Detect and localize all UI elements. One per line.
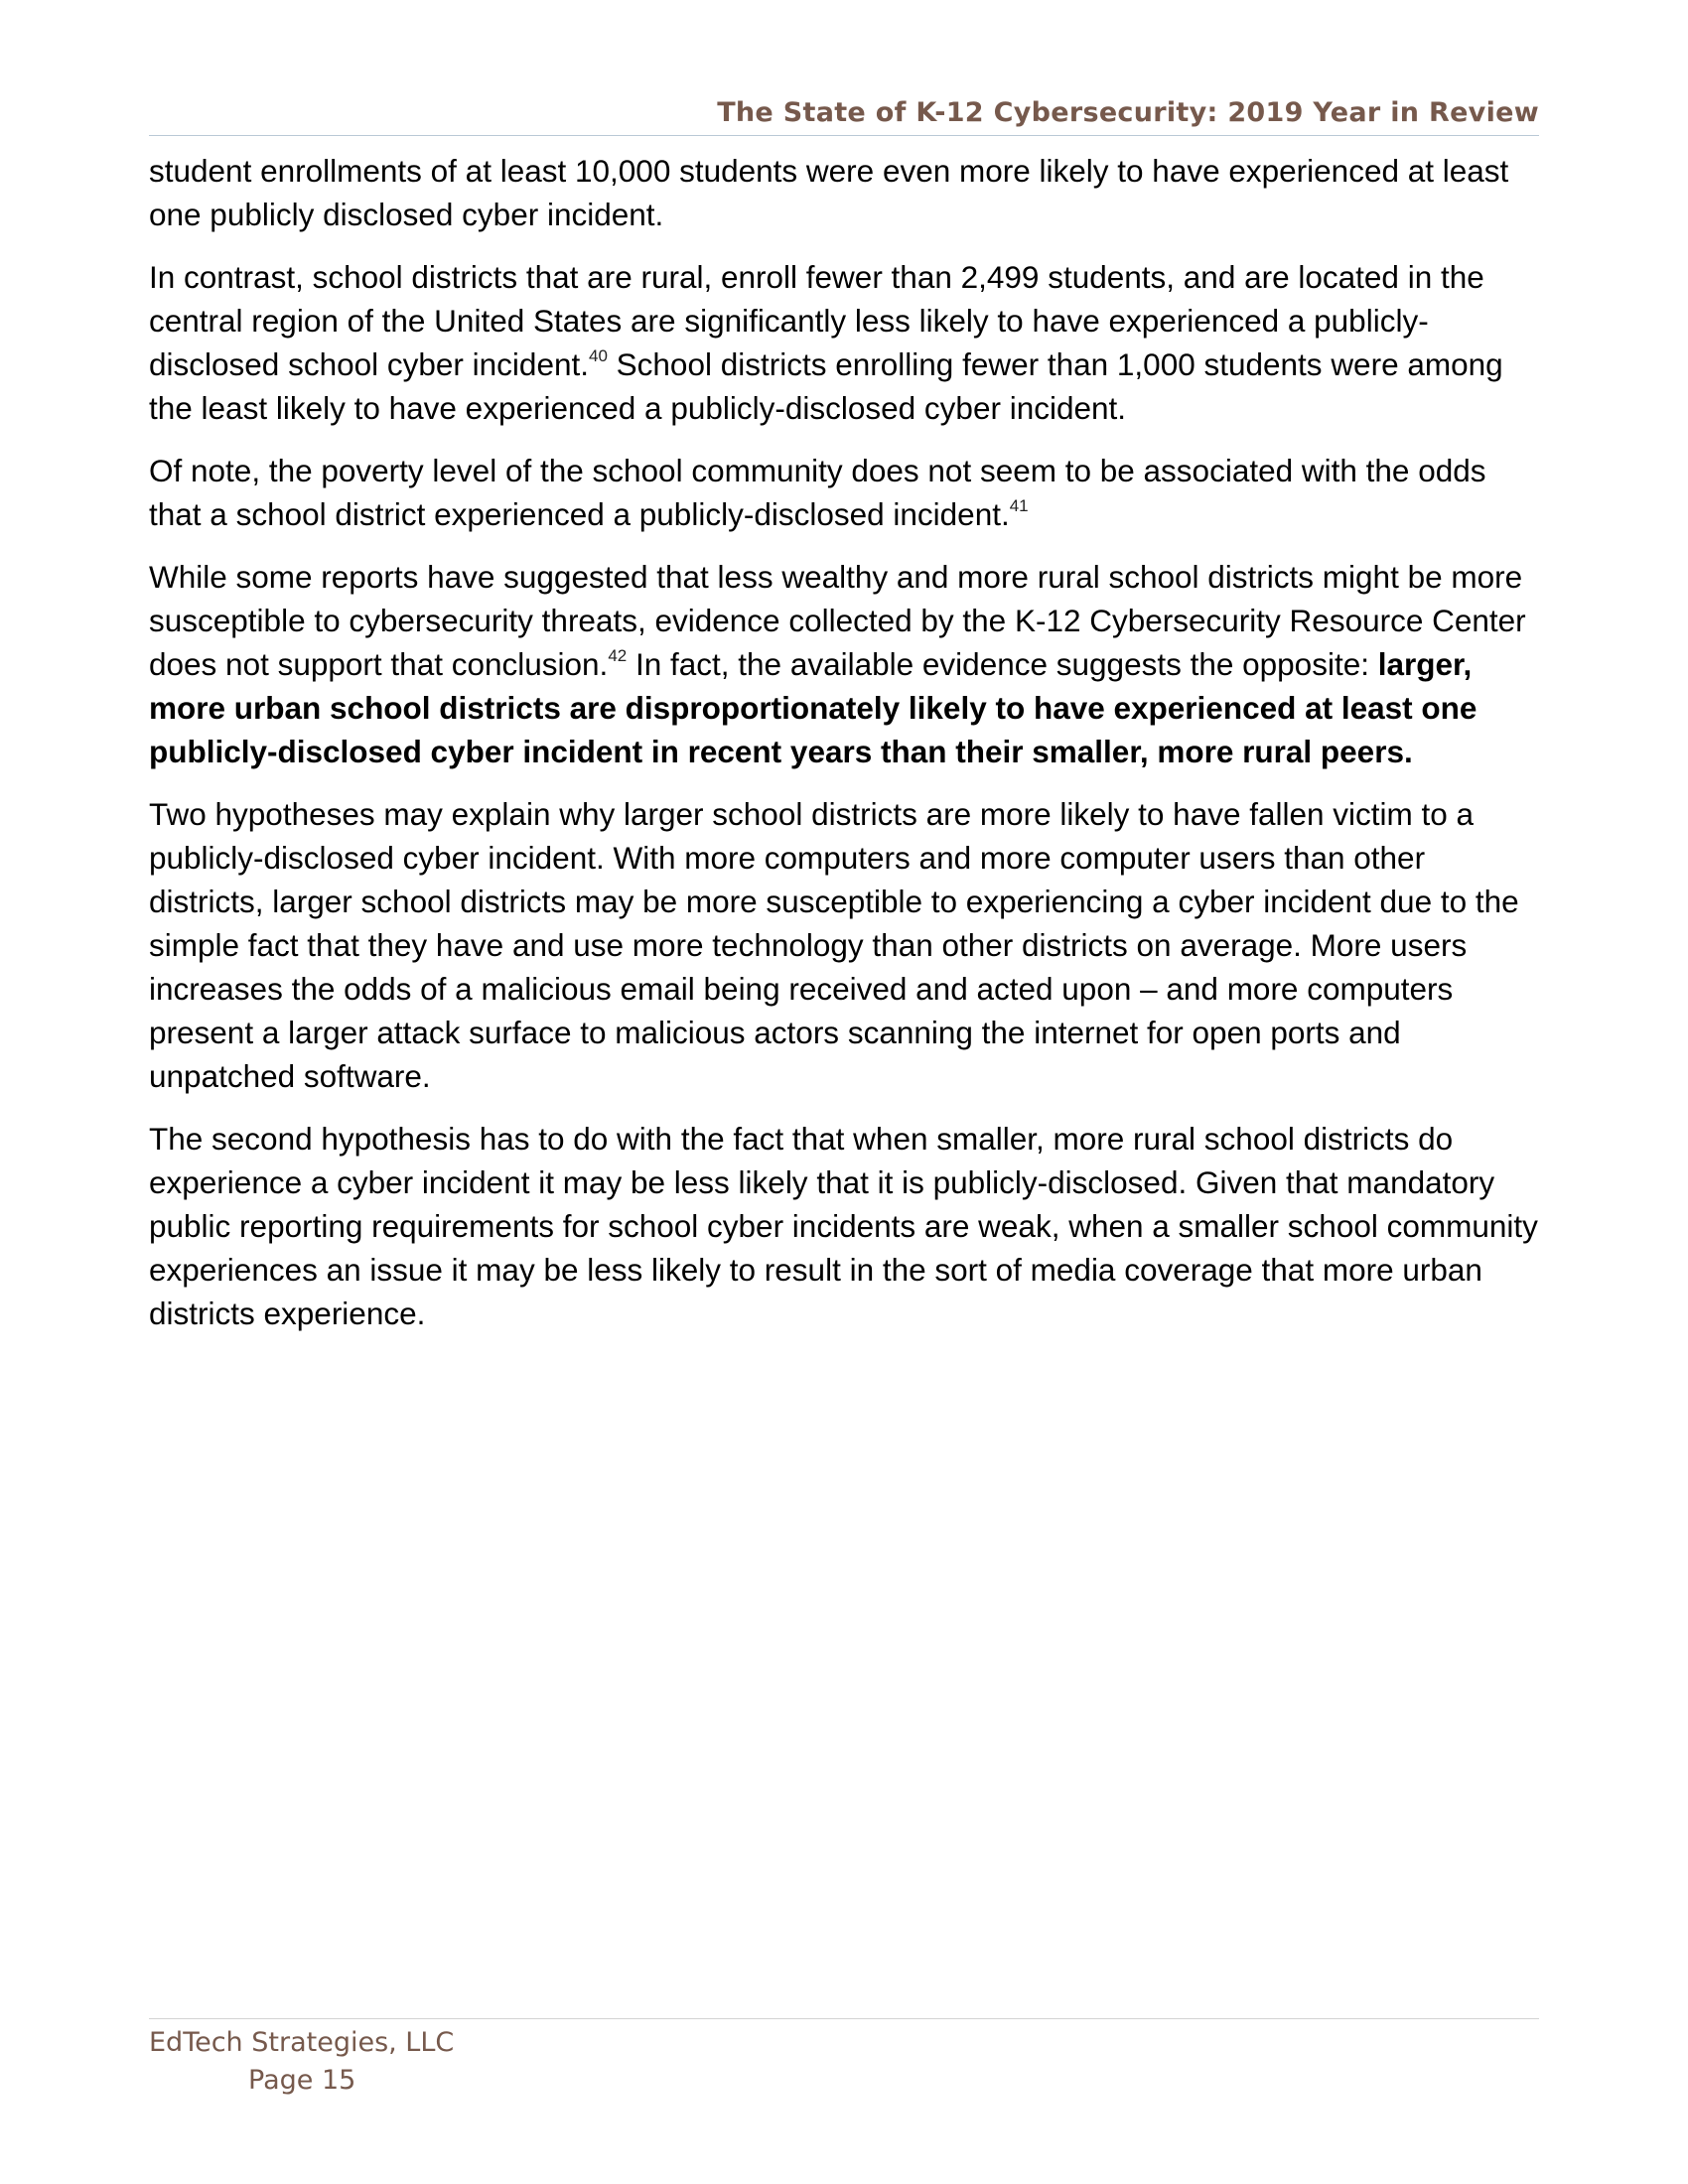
paragraph-5-text: Two hypotheses may explain why larger school districts are more likely to have fallen victim to a publicly-disclosed cyber incident. With more computers and more computer users than other districts, larger school districts may be more susceptible to experiencing a cyber incident due to the simple fact that they have and use more technology than other districts on average. More users increases the odds of a malicious email being received and acted upon – and more computers present a larger attack surface to malicious actors scanning the internet for open ports and unpatched software. bbox=[149, 796, 1519, 1094]
footer-company-name: EdTech Strategies, LLC bbox=[149, 2027, 455, 2058]
paragraph-4-text-b: In fact, the available evidence suggests the opposite: bbox=[627, 646, 1378, 682]
paragraph-2 bbox=[149, 255, 1539, 430]
paragraph-6-text: The second hypothesis has to do with the fact that when smaller, more rural school districts do experience a cyber incident it may be less likely that it is publicly-disclosed. Given that mandatory public reporting requirements for school cyber incidents are weak, when a smaller school community experiences an issue it may be less likely to result in the sort of media coverage that more urban districts experience. bbox=[149, 1121, 1538, 1331]
paragraph-4-bold-conclusion: larger, more urban school districts are disproportionately likely to have experienced at least one publicly-disclosed cyber incident in recent years than their smaller, more rural peers. bbox=[149, 646, 1477, 769]
page-number: Page 15 bbox=[248, 2065, 356, 2096]
main-content bbox=[149, 149, 1539, 1354]
page-footer bbox=[149, 2018, 1539, 2096]
paragraph-1 bbox=[149, 149, 1539, 236]
paragraph-5 bbox=[149, 792, 1539, 1098]
footnote-ref-41[interactable]: 41 bbox=[1009, 495, 1029, 515]
paragraph-4 bbox=[149, 555, 1539, 773]
footnote-ref-40[interactable]: 40 bbox=[588, 345, 608, 365]
paragraph-3-text: Of note, the poverty level of the school community does not seem to be associated with the odds that a school district experienced a publicly-disclosed incident. bbox=[149, 453, 1486, 532]
paragraph-3 bbox=[149, 449, 1539, 536]
document-title: The State of K-12 Cybersecurity: 2019 Year in Review bbox=[717, 97, 1539, 128]
paragraph-2-text-b: School districts enrolling fewer than 1,000 students were among the least likely to have experienced a publicly-disclosed cyber incident. bbox=[149, 346, 1503, 426]
paragraph-4-text-a: While some reports have suggested that less wealthy and more rural school districts might be more susceptible to cybersecurity threats, evidence collected by the K-12 Cybersecurity Resource Center does not support that conclusion. bbox=[149, 559, 1526, 682]
page-header bbox=[149, 95, 1539, 136]
paragraph-6 bbox=[149, 1117, 1539, 1335]
paragraph-1-text: student enrollments of at least 10,000 students were even more likely to have experienced at least one publicly disclosed cyber incident. bbox=[149, 153, 1509, 232]
footnote-ref-42[interactable]: 42 bbox=[608, 645, 628, 665]
paragraph-2-text-a: In contrast, school districts that are rural, enroll fewer than 2,499 students, and are located in the central region of the United States are significantly less likely to have experienced a publicly-disclosed school cyber incident. bbox=[149, 259, 1484, 382]
